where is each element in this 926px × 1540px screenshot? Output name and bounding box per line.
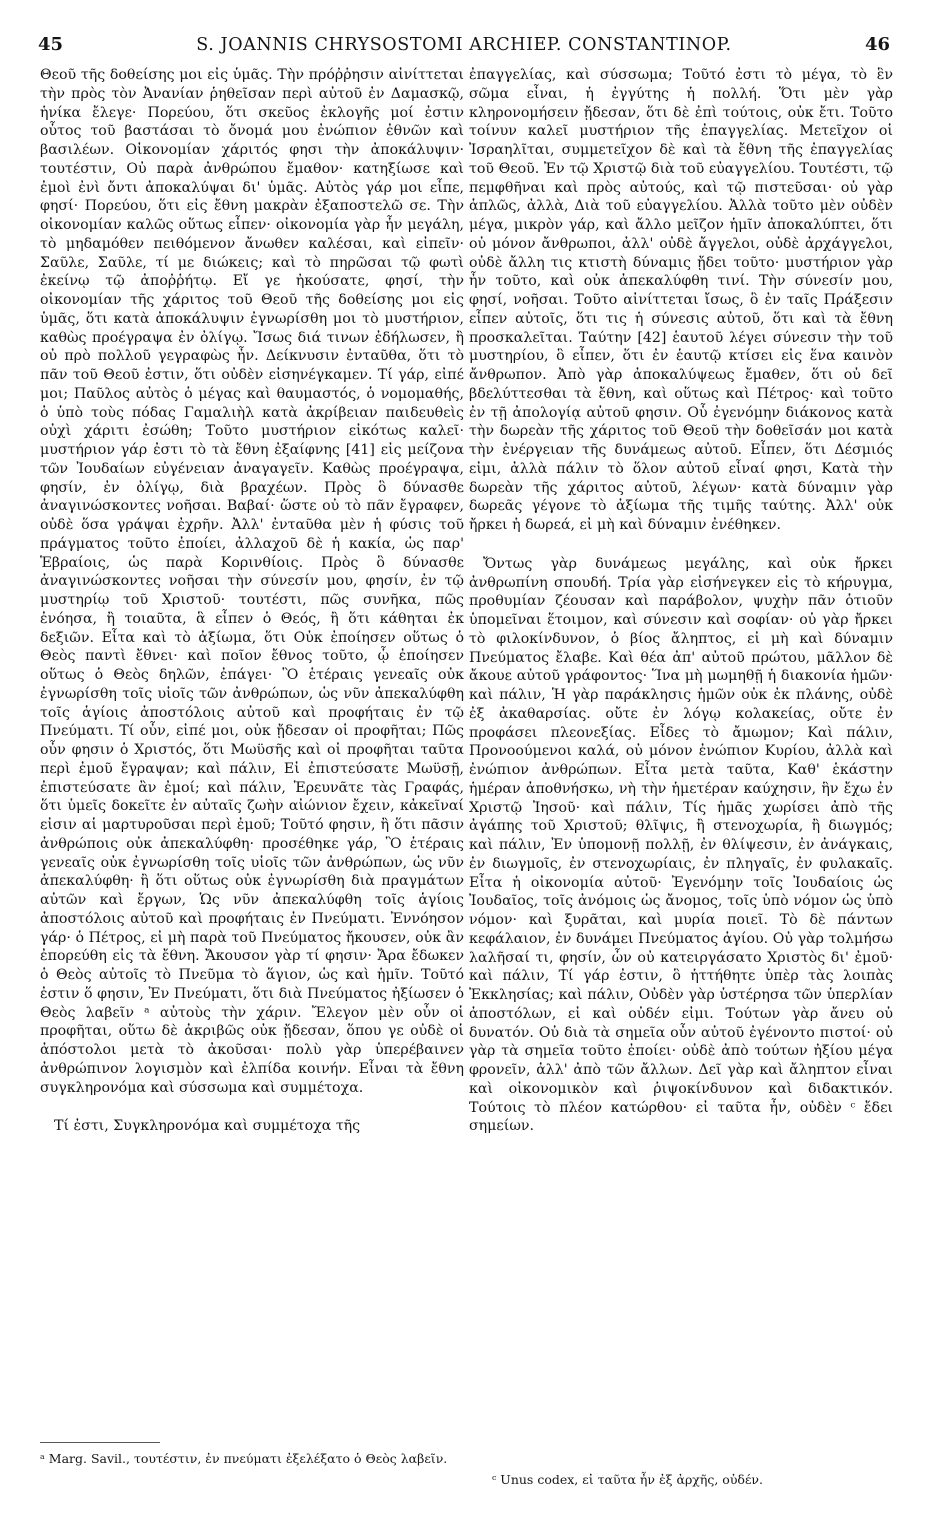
running-header bbox=[38, 34, 890, 58]
left-paragraph-2: Τί ἐστι, Συγκληρονόμα καὶ συμμέτοχα τῆς bbox=[54, 1118, 361, 1135]
footnote-rule-left bbox=[40, 1442, 160, 1443]
right-column bbox=[469, 66, 893, 1136]
footnote-right: ᶜ Unus codex, εἰ ταῦτα ἦν ἐξ ἀρχῆς, οὐδέν. bbox=[492, 1472, 764, 1487]
left-column bbox=[40, 66, 464, 1136]
page-number-left: 45 bbox=[38, 34, 64, 55]
right-paragraph-1: ἐπαγγελίας, καὶ σύσσωμα; Τοῦτό ἐστι τὸ μέγα, τὸ ἓν σῶμα εἶναι, ἡ ἐγγύτης ἡ πολλή. Ὅτι μὲν γὰρ κληρονομήσειν ᾔδεσαν, ὅτι δὲ ἐπὶ τούτοις, οὐκ ἔτι. Τοῦτο τοίνυν καλεῖ μυστήριον τῆς ἐπαγγελίας. Μετεῖχον οἱ Ἰσραηλῖται, συμμετεῖχον δὲ καὶ τὰ ἔθνη τῆς ἐπαγγελίας τοῦ Θεοῦ. Ἐν τῷ Χριστῷ διὰ τοῦ εὐαγγελίου. Τουτέστι, τῷ πεμφθῆναι καὶ πρὸς αὐτούς, καὶ τῷ πιστεῦσαι· οὐ γὰρ ἁπλῶς, ἀλλὰ, Διὰ τοῦ εὐαγγελίου. Ἀλλὰ τοῦτο μὲν οὐδὲν μέγα, μικρὸν γάρ, καὶ ἄλλο μεῖζον ἡμῖν ἀποκαλύπτει, ὅτι οὐ μόνον ἄνθρωποι, ἀλλ' οὐδὲ ἄγγελοι, οὐδὲ ἀρχάγγελοι, οὐδὲ ἄλλη τις κτιστὴ δύναμις ᾔδει τοῦτο· μυστήριον γὰρ ἦν τοῦτο, καὶ οὐκ ἀπεκαλύφθη τινί. Τὴν σύνεσίν μου, φησί, νοῆσαι. Τοῦτο αἰνίττεται ἴσως, ὃ ἐν ταῖς Πράξεσιν εἶπεν αὐτοῖς, ὅτι τις ἡ σύνεσις αὐτοῦ, ὅτι καὶ τὰ ἔθνη προσκαλεῖται. Ταύτην [42] ἑαυτοῦ λέγει σύνεσιν τὴν τοῦ μυστηρίου, ὃ εἶπεν, ὅτι ἐν ἑαυτῷ κτίσει εἰς ἕνα καινὸν ἄνθρωπον. Ἀπὸ γὰρ ἀποκαλύψεως ἔμαθεν, ὅτι οὐ δεῖ βδελύττεσθαι τὰ ἔθνη, καὶ οὕτως καὶ Πέτρος· καὶ τοῦτο ἐν τῇ ἀπολογίᾳ αὐτοῦ φησιν. Οὗ ἐγενόμην διάκονος κατὰ τὴν δωρεὰν τῆς χάριτος τοῦ Θεοῦ τὴν δοθεῖσάν μοι κατὰ τὴν ἐνέργειαν τῆς δυνάμεως αὐτοῦ. Εἶπεν, ὅτι Δέσμιός εἰμι, ἀλλὰ πάλιν τὸ ὅλον αὐτοῦ εἶναί φησι, Κατὰ τὴν δωρεὰν τῆς χάριτος αὐτοῦ, λέγων· κατὰ δύναμιν γὰρ δωρεᾶς γέγονε τὸ ἀξίωμα τῆς τιμῆς ταύτης. Ἀλλ' οὐκ ἤρκει ἡ δωρεά, εἰ μὴ καὶ δύναμιν ἐνέθηκεν. bbox=[469, 67, 893, 533]
page-number-right: 46 bbox=[864, 34, 890, 55]
left-paragraph-1: Θεοῦ τῆς δοθείσης μοι εἰς ὑμᾶς. Τὴν πρόῤῥησιν αἰνίττεται τὴν πρὸς τὸν Ἀνανίαν ῥηθεῖσαν περὶ αὐτοῦ ἐν Δαμασκῷ, ἡνίκα ἔλεγε· Πορεύου, ὅτι σκεῦος ἐκλογῆς μοί ἐστιν οὗτος τοῦ βαστάσαι τὸ ὄνομά μου ἐνώπιον ἐθνῶν καὶ βασιλέων. Οἰκονομίαν χάριτός φησι τὴν ἀποκάλυψιν· τουτέστιν, Οὐ παρὰ ἀνθρώπου ἔμαθον· κατηξίωσε καὶ ἐμοὶ ἐνὶ ὄντι ἀποκαλύψαι δι' ὑμᾶς. Αὐτὸς γάρ μοι εἶπε, φησί· Πορεύου, ὅτι εἰς ἔθνη μακρὰν ἐξαποστελῶ σε. Τὴν οἰκονομίαν καλῶς οὕτως εἶπεν· οἰκονομία γὰρ ἦν μεγάλη, τὸ μηδαμόθεν πειθόμενον ἄνωθεν καλέσαι, καὶ εἰπεῖν· Σαῦλε, Σαῦλε, τί με διώκεις; καὶ τὸ πηρῶσαι τῷ φωτὶ ἐκείνῳ τῷ ἀποῤῥήτῳ. Εἴ γε ἠκούσατε, φησί, τὴν οἰκονομίαν τῆς χάριτος τοῦ Θεοῦ τῆς δοθείσης μοι εἰς ὑμᾶς, ὅτι κατὰ ἀποκάλυψιν ἐγνωρίσθη μοι τὸ μυστήριον, καθὼς προέγραψα ἐν ὀλίγῳ. Ἴσως διά τινων ἐδήλωσεν, ἢ οὐ πρὸ πολλοῦ γεγραφὼς ἦν. Δείκνυσιν ἐνταῦθα, ὅτι τὸ πᾶν τοῦ Θεοῦ ἐστιν, ὅτι οὐδὲν εἰσηνέγκαμεν. Τί γάρ, εἰπέ μοι; Παῦλος αὐτὸς ὁ μέγας καὶ θαυμαστός, ὁ νομομαθής, ὁ ὑπὸ τοὺς πόδας Γαμαλιὴλ κατὰ ἀκρίβειαν παιδευθεὶς οὐχὶ χάριτι ἐσώθη; Τοῦτο μυστήριον εἰκότως καλεῖ· μυστήριον γάρ ἐστι τὸ τὰ ἔθνη ἐξαίφνης [41] εἰς μείζονα τῶν Ἰουδαίων εὐγένειαν ἀναγαγεῖν. Καθὼς προέγραψα, φησίν, ἐν ὀλίγῳ, διὰ βραχέων. Πρὸς ὃ δύνασθε ἀναγινώσκοντες νοῆσαι. Βαβαί· ὥστε οὐ τὸ πᾶν ἔγραφεν, οὐδὲ ὅσα γράψαι ἐχρῆν. Ἀλλ' ἐνταῦθα μὲν ἡ φύσις τοῦ πράγματος τοῦτο ἐποίει, ἀλλαχοῦ δὲ ἡ κακία, ὡς παρ' Ἑβραίοις, ὡς παρὰ Κορινθίοις. Πρὸς ὃ δύνασθε ἀναγινώσκοντες νοῆσαι τὴν σύνεσίν μου, φησίν, ἐν τῷ μυστηρίῳ τοῦ Χριστοῦ· τουτέστι, πῶς συνῆκα, πῶς ἐνόησα, ἢ τοιαῦτα, ἃ εἶπεν ὁ Θεός, ἢ ὅτι κάθηται ἐκ δεξιῶν. Εἶτα καὶ τὸ ἀξίωμα, ὅτι Οὐκ ἐποίησεν οὕτως ὁ Θεὸς παντὶ ἔθνει· καὶ ποῖον ἔθνος τοῦτο, ᾧ ἐποίησεν οὕτως ὁ Θεὸς δηλῶν, ἐπάγει· Ὃ ἑτέραις γενεαῖς οὐκ ἐγνωρίσθη τοῖς υἱοῖς τῶν ἀνθρώπων, ὡς νῦν ἀπεκαλύφθη τοῖς ἁγίοις ἀποστόλοις αὐτοῦ καὶ προφήταις ἐν τῷ Πνεύματι. Τί οὖν, εἰπέ μοι, οὐκ ᾔδεσαν οἱ προφῆται; Πῶς οὖν φησιν ὁ Χριστός, ὅτι Μωϋσῆς καὶ οἱ προφῆται ταῦτα περὶ ἐμοῦ ἔγραψαν; καὶ πάλιν, Εἰ ἐπιστεύσατε Μωϋσῇ, ἐπιστεύσατε ἂν ἐμοί; καὶ πάλιν, Ἐρευνᾶτε τὰς Γραφάς, ὅτι ὑμεῖς δοκεῖτε ἐν αὐταῖς ζωὴν αἰώνιον ἔχειν, κἀκεῖναί εἰσιν αἱ μαρτυροῦσαι περὶ ἐμοῦ; Τοῦτό φησιν, ἢ ὅτι πᾶσιν ἀνθρώποις οὐκ ἀπεκαλύφθη· προσέθηκε γάρ, Ὃ ἑτέραις γενεαῖς οὐκ ἐγνωρίσθη τοῖς υἱοῖς τῶν ἀνθρώπων, ὡς νῦν ἀπεκαλύφθη· ἢ ὅτι οὕτως οὐκ ἐγνωρίσθη διὰ πραγμάτων αὐτῶν καὶ ἔργων, Ὡς νῦν ἀπεκαλύφθη τοῖς ἁγίοις ἀποστόλοις αὐτοῦ καὶ προφήταις ἐν Πνεύματι. Ἐννόησον γάρ· ὁ Πέτρος, εἰ μὴ παρὰ τοῦ Πνεύματος ἤκουσεν, οὐκ ἂν ἐπορεύθη εἰς τὰ ἔθνη. Ἄκουσον γὰρ τί φησιν· Ἄρα ἔδωκεν ὁ Θεὸς αὐτοῖς τὸ Πνεῦμα τὸ ἅγιον, ὡς καὶ ἡμῖν. Τοῦτό ἐστιν ὅ φησιν, Ἐν Πνεύματι, ὅτι διὰ Πνεύματος ἠξίωσεν ὁ Θεὸς λαβεῖν ᵃ αὐτοὺς τὴν χάριν. Ἔλεγον μὲν οὖν οἱ προφῆται, οὕτω δὲ ἀκριβῶς οὐκ ᾔδεσαν, ὅπου γε οὐδὲ οἱ ἀπόστολοι μετὰ τὸ ἀκοῦσαι· πολὺ γὰρ ὑπερέβαινεν ἀνθρώπινον λογισμὸν καὶ ἐλπίδα κοινήν. Εἶναι τὰ ἔθνη συγκληρονόμα καὶ σύσσωμα καὶ συμμέτοχα. bbox=[40, 67, 464, 1096]
running-title: S. JOANNIS CHRYSOSTOMI ARCHIEP. CONSTANTINOP. bbox=[196, 35, 732, 55]
footnote-left: ᵃ Marg. Savil., τουτέστιν, ἐν πνεύματι ἐξελέξατο ὁ Θεὸς λαβεῖν. bbox=[40, 1451, 448, 1466]
right-paragraph-2: Ὄντως γὰρ δυνάμεως μεγάλης, καὶ οὐκ ἤρκει ἀνθρωπίνη σπουδή. Τρία γὰρ εἰσήνεγκεν εἰς τὸ κήρυγμα, προθυμίαν ζέουσαν καὶ παράβολον, ψυχὴν πᾶν ὁτιοῦν ὑπομεῖναι ἕτοιμον, καὶ σύνεσιν καὶ σοφίαν· οὐ γὰρ ἤρκει τὸ φιλοκίνδυνον, ὁ βίος ἄληπτος, εἰ μὴ καὶ δύναμιν Πνεύματος ἔλαβε. Καὶ θέα ἀπ' αὐτοῦ πρώτου, μᾶλλον δὲ ἄκουε αὐτοῦ γράφοντος· Ἵνα μὴ μωμηθῇ ἡ διακονία ἡμῶν· καὶ πάλιν, Ἡ γὰρ παράκλησις ἡμῶν οὐκ ἐκ πλάνης, οὐδὲ ἐξ ἀκαθαρσίας. οὔτε ἐν λόγῳ κολακείας, οὔτε ἐν προφάσει πλεονεξίας. Εἶδες τὸ ἄμωμον; Καὶ πάλιν, Προνοούμενοι καλά, οὐ μόνον ἐνώπιον Κυρίου, ἀλλὰ καὶ ἐνώπιον ἀνθρώπων. Εἶτα μετὰ ταῦτα, Καθ' ἑκάστην ἡμέραν ἀποθνήσκω, νὴ τὴν ἡμετέραν καύχησιν, ἣν ἔχω ἐν Χριστῷ Ἰησοῦ· καὶ πάλιν, Τίς ἡμᾶς χωρίσει ἀπὸ τῆς ἀγάπης τοῦ Χριστοῦ; θλῖψις, ἢ στενοχωρία, ἢ διωγμός; καὶ πάλιν, Ἐν ὑπομονῇ πολλῇ, ἐν θλίψεσιν, ἐν ἀνάγκαις, ἐν διωγμοῖς, ἐν στενοχωρίαις, ἐν πληγαῖς, ἐν φυλακαῖς. Εἶτα ἡ οἰκονομία αὐτοῦ· Ἐγενόμην τοῖς Ἰουδαίοις ὡς Ἰουδαῖος, τοῖς ἀνόμοις ὡς ἄνομος, τοῖς ὑπὸ νόμον ὡς ὑπὸ νόμον· καὶ ξυρᾶται, καὶ μυρία ποιεῖ. Τὸ δὲ πάντων κεφάλαιον, ἐν δυνάμει Πνεύματος ἁγίου. Οὐ γὰρ τολμήσω λαλῆσαί τι, φησίν, ὧν οὐ κατειργάσατο Χριστὸς δι' ἐμοῦ· καὶ πάλιν, Τί γάρ ἐστιν, ὃ ἡττήθητε ὑπὲρ τὰς λοιπὰς Ἐκκλησίας; καὶ πάλιν, Οὐδὲν γὰρ ὑστέρησα τῶν ὑπερλίαν ἀποστόλων, εἰ καὶ οὐδέν εἰμι. Τούτων γὰρ ἄνευ οὐ δυνατόν. Οὐ διὰ τὰ σημεῖα οὖν αὐτοῦ ἐγένοντο πιστοί· οὐ γὰρ τὰ σημεῖα τοῦτο ἐποίει· οὐδὲ ἀπὸ τούτων ἠξίου μέγα φρονεῖν, ἀλλ' ἀπὸ τῶν ἄλλων. Δεῖ γὰρ καὶ ἄληπτον εἶναι καὶ οἰκονομικὸν καὶ ῥιψοκίνδυνον καὶ διδακτικόν. Τούτοις τὸ πλέον κατώρθου· εἰ ταῦτα ἦν, οὐδὲν ᶜ ἔδει σημείων. bbox=[469, 555, 893, 1135]
